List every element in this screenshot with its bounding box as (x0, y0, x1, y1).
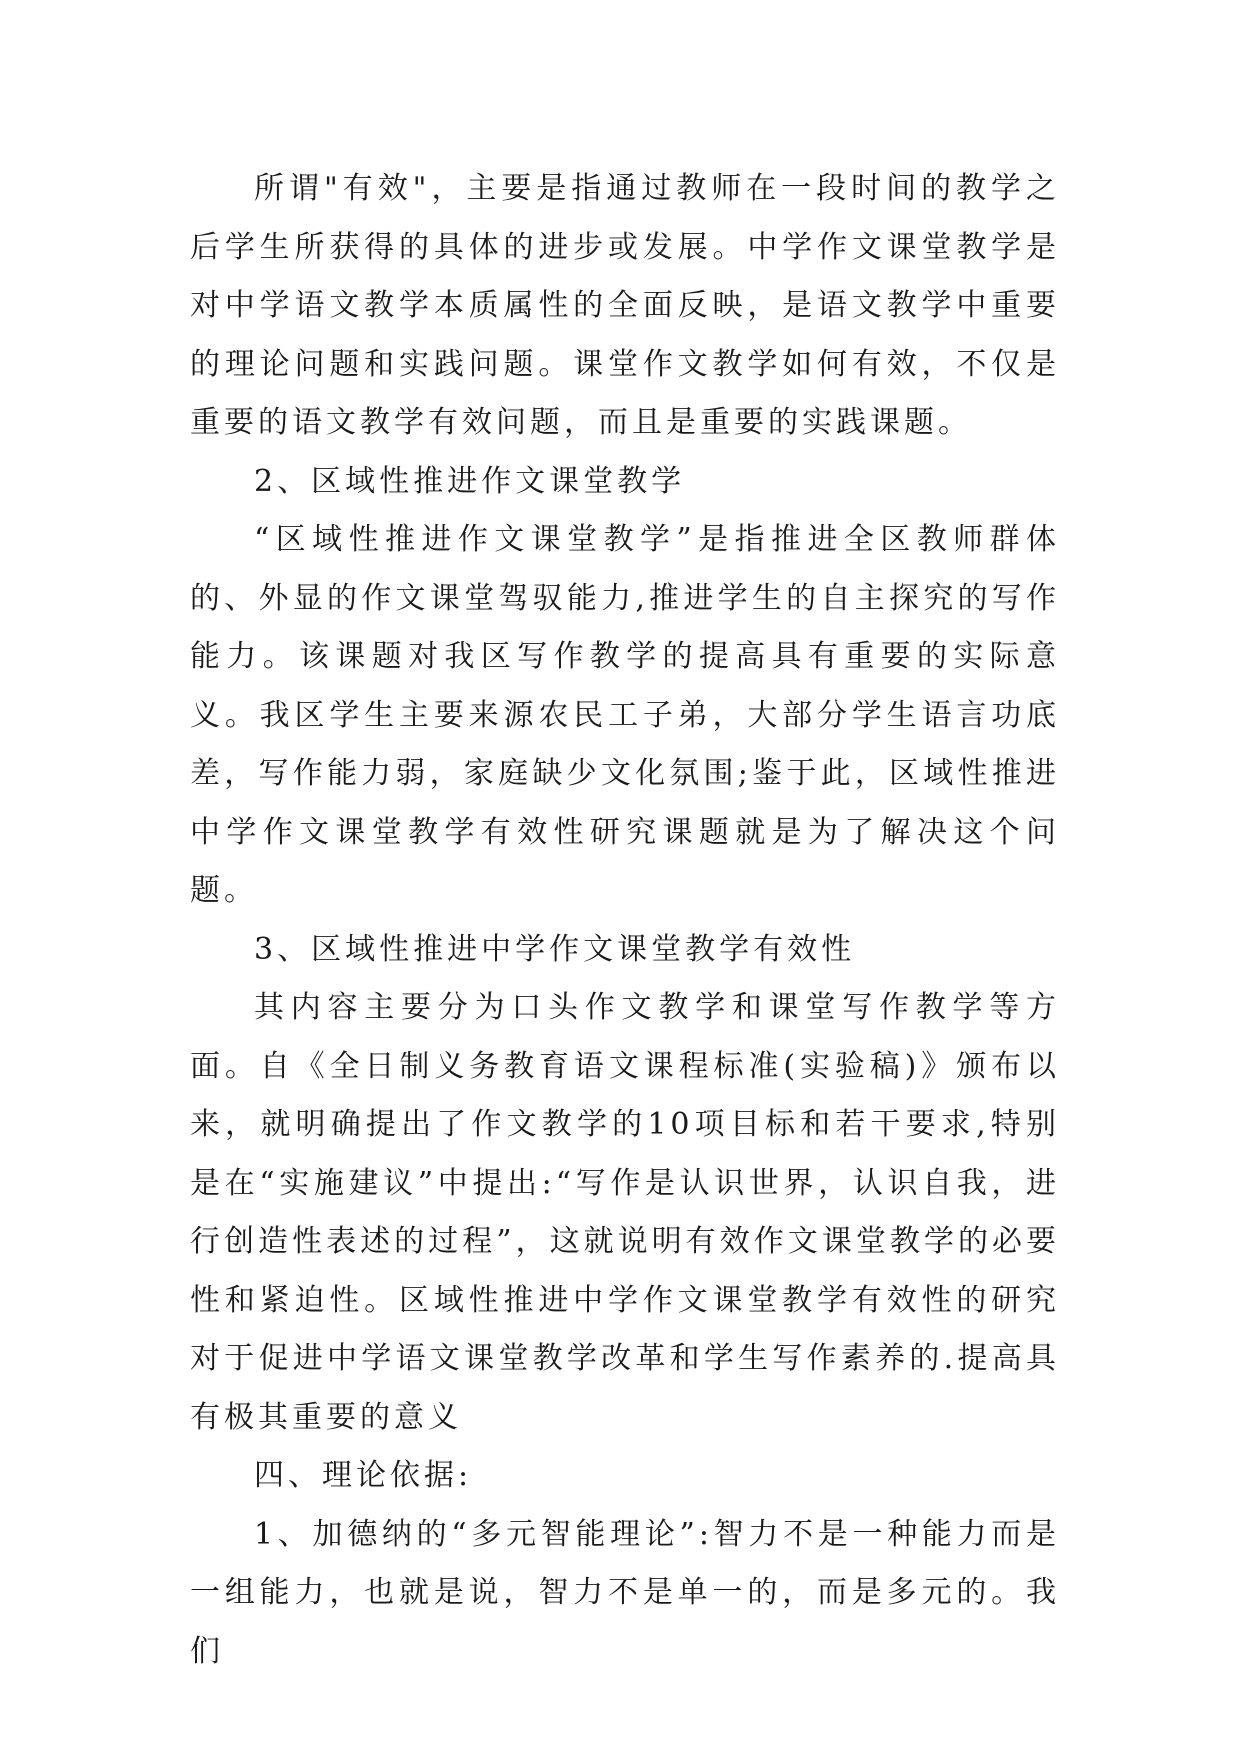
document-body (190, 160, 1060, 1681)
section-heading-2: 2、区域性推进作文课堂教学 (254, 463, 686, 499)
section-heading-theory: 四、理论依据: (254, 1458, 473, 1493)
paragraph-content-scope: 其内容主要分为口头作文教学和课堂写作教学等方面。自《全日制义务教育语文课程标准(实验稿)》颁布以来，就明确提出了作文教学的10项目标和若干要求,特别是在“实施建议”中提出:“写作是认识世界，认识自我，进行创造性表述的过程”，这就说明有效作文课堂教学的必要性和紧迫性。区域性推进中学作文课堂教学有效性的研究对于促进中学语文课堂教学改革和学生写作素养的.提高具有极其重要的意义 (190, 990, 1060, 1435)
section-heading-3: 3、区域性推进中学作文课堂教学有效性 (254, 931, 856, 967)
paragraph-gardner-theory: 1、加德纳的“多元智能理论”:智力不是一种能力而是一组能力，也就是说，智力不是单一的，而是多元的。我们 (190, 1516, 1060, 1669)
paragraph-effective-definition: 所谓"有效"，主要是指通过教师在一段时间的教学之后学生所获得的具体的进步或发展。中学作文课堂教学是对中学语文教学本质属性的全面反映，是语文教学中重要的理论问题和实践问题。课堂作文教学如何有效，不仅是重要的语文教学有效问题，而且是重要的实践课题。 (190, 171, 1060, 440)
paragraph-regional-promotion: “区域性推进作文课堂教学”是指推进全区教师群体的、外显的作文课堂驾驭能力,推进学生的自主探究的写作能力。该课题对我区写作教学的提高具有重要的实际意义。我区学生主要来源农民工子弟，大部分学生语言功底差，写作能力弱，家庭缺少文化氛围;鉴于此，区域性推进中学作文课堂教学有效性研究课题就是为了解决这个问题。 (190, 522, 1060, 908)
